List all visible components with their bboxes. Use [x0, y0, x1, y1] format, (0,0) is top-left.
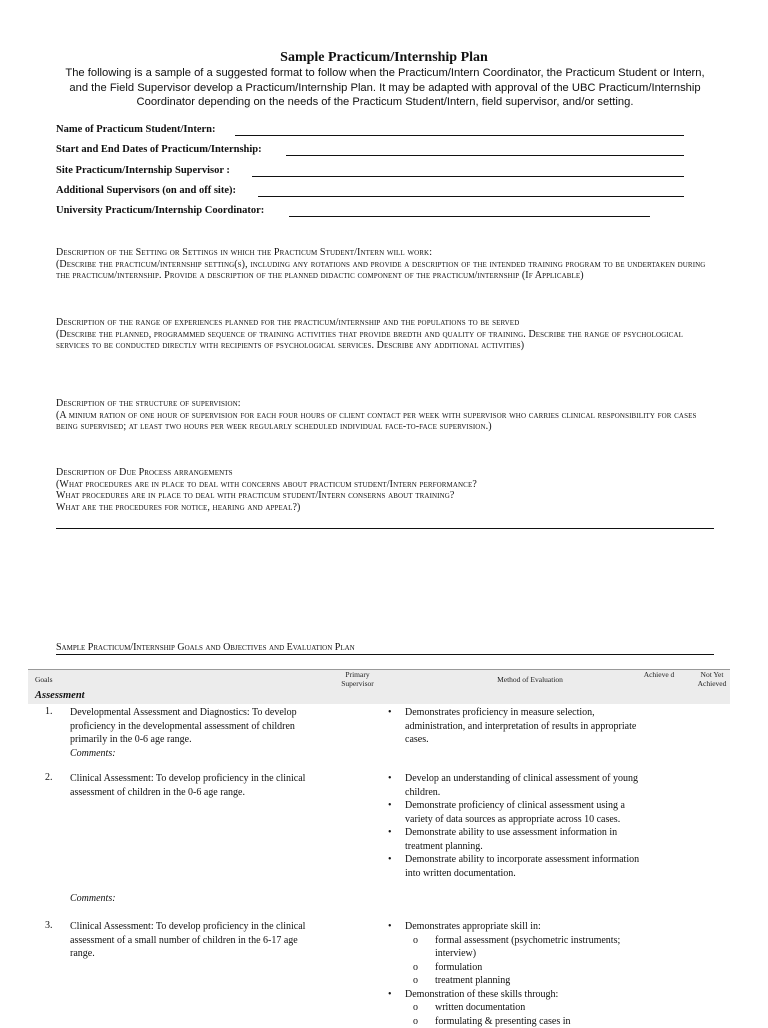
bullet-icon: •: [388, 826, 392, 840]
method-subtext: formulating & presenting cases in: [435, 1016, 571, 1027]
section-divider: [56, 528, 714, 529]
field-line-university-coordinator[interactable]: [289, 216, 650, 217]
bullet-icon: •: [388, 772, 392, 786]
method-list: [405, 706, 640, 747]
method-subtext: written documentation: [435, 1002, 525, 1013]
document-title: Sample Practicum/Internship Plan: [0, 50, 768, 66]
section-supervision: [56, 398, 716, 433]
goals-title-rule: [56, 654, 714, 655]
sub-bullet-icon: o: [413, 1001, 418, 1015]
intro-paragraph: The following is a sample of a suggested format to follow when the Practicum/Intern Coordinator, the Practicum Student or Intern, and the Field Supervisor develop a Practicum/Internship Plan. It may be adapted with approval of the UBC Practicum/Internship Coordinator depending on the needs of the Practicum Student/Intern, field supervisor, and/or setting.: [58, 66, 712, 110]
section-due-process-line: (What procedures are in place to deal with concerns about practicum student/Intern performance?: [56, 479, 716, 491]
method-subitem: [413, 934, 640, 961]
section-due-process: [56, 467, 716, 513]
method-item: [405, 853, 640, 880]
method-item: [405, 772, 640, 799]
goal-comments-label: Comments:: [70, 892, 320, 906]
method-text: Demonstrate ability to incorporate assessment information into written documentation.: [405, 854, 639, 879]
sub-bullet-icon: o: [413, 934, 418, 948]
field-label-dates: Start and End Dates of Practicum/Internship:: [56, 144, 262, 155]
section-experiences-heading: Description of the range of experiences planned for the practicum/internship and the populations to be served: [56, 317, 716, 329]
section-assessment-title: Assessment: [35, 690, 85, 701]
col-header-primary-supervisor: Primary Supervisor: [330, 671, 385, 688]
bullet-icon: •: [388, 853, 392, 867]
section-supervision-body: (A minium ration of one hour of supervision for each four hours of client contact per week with supervisor who carries clinical responsibility for cases being supervised; at least two hours per week regularly scheduled individual face-to-face supervision.): [56, 410, 716, 433]
goal-text: Developmental Assessment and Diagnostics: To develop proficiency in the developmental assessment of children primarily in the 0-6 age range.: [70, 706, 320, 747]
method-subtext: formal assessment (psychometric instruments; interview): [435, 935, 620, 960]
col-header-method: Method of Evaluation: [470, 676, 590, 685]
bullet-icon: •: [388, 988, 392, 1002]
section-setting-body: (Describe the practicum/internship setting(s), including any rotations and provide a description of the intended training program to be undertaken during the practicum/internship. Provide a description of the planned didactic component of the practicum/internship (If Applicable): [56, 259, 716, 282]
field-label-site-supervisor: Site Practicum/Internship Supervisor :: [56, 165, 230, 176]
section-supervision-heading: Description of the structure of supervision:: [56, 398, 716, 410]
method-subtext: treatment planning: [435, 975, 510, 986]
goal-text: Clinical Assessment: To develop proficiency in the clinical assessment of children in the 0-6 age range.: [70, 772, 320, 799]
section-row-bar: [28, 691, 730, 704]
method-subtext: formulation: [435, 962, 482, 973]
goal-number: 2.: [45, 772, 53, 783]
method-item: [405, 826, 640, 853]
col-header-goals: Goals: [35, 676, 53, 685]
sub-bullet-icon: o: [413, 961, 418, 975]
method-subitem: [413, 1015, 640, 1028]
bullet-icon: •: [388, 799, 392, 813]
goal-comments-label: Comments:: [70, 747, 320, 761]
method-item: [405, 706, 640, 747]
field-label-additional-supervisors: Additional Supervisors (on and off site):: [56, 185, 236, 196]
goal-cell: [70, 772, 320, 799]
section-setting: [56, 247, 716, 282]
method-subitem: [413, 1001, 640, 1015]
field-line-site-supervisor[interactable]: [252, 176, 684, 177]
method-item: [405, 920, 640, 934]
sub-bullet-icon: o: [413, 974, 418, 988]
goal-cell: [70, 706, 320, 760]
bullet-icon: •: [388, 920, 392, 934]
field-line-dates[interactable]: [286, 155, 684, 156]
method-text: Demonstrates proficiency in measure selection, administration, and interpretation of results in appropriate cases.: [405, 707, 636, 745]
method-text: Demonstration of these skills through:: [405, 989, 558, 1000]
field-line-additional-supervisors[interactable]: [258, 196, 684, 197]
field-label-student-name: Name of Practicum Student/Intern:: [56, 124, 216, 135]
goal-text: Clinical Assessment: To develop proficiency in the clinical assessment of a small number of children in the 6-17 age range.: [70, 920, 320, 961]
sub-bullet-icon: o: [413, 1015, 418, 1028]
method-item: [405, 799, 640, 826]
field-label-university-coordinator: University Practicum/Internship Coordinator:: [56, 205, 264, 216]
method-text: Demonstrates appropriate skill in:: [405, 921, 541, 932]
method-item: [405, 988, 640, 1002]
section-due-process-heading: Description of Due Process arrangements: [56, 467, 716, 479]
goal-number: 1.: [45, 706, 53, 717]
method-subitem: [413, 961, 640, 975]
method-list: [405, 772, 640, 880]
section-setting-heading: Description of the Setting or Settings in which the Practicum Student/Intern will work:: [56, 247, 716, 259]
section-due-process-line: What are the procedures for notice, hearing and appeal?): [56, 502, 716, 514]
method-text: Develop an understanding of clinical assessment of young children.: [405, 773, 638, 798]
col-header-achieved: Achieve d: [643, 671, 675, 680]
bullet-icon: •: [388, 706, 392, 720]
method-text: Demonstrate ability to use assessment information in treatment planning.: [405, 827, 617, 852]
section-experiences-body: (Describe the planned, programmed sequence of training activities that provide bredth and quality of training. Describe the range of psychological services to be conducted directly with recipients of psychological services. Describe any additional activities): [56, 329, 716, 352]
method-subitem: [413, 974, 640, 988]
goal-number: 3.: [45, 920, 53, 931]
goals-table-title: Sample Practicum/Internship Goals and Objectives and Evaluation Plan: [56, 642, 355, 653]
goal-cell: [70, 920, 320, 961]
section-due-process-line: What procedures are in place to deal with practicum student/Intern conserns about training?: [56, 490, 716, 502]
col-header-not-yet-achieved: Not Yet Achieved: [692, 671, 732, 688]
method-text: Demonstrate proficiency of clinical assessment using a variety of data sources as appropriate across 10 cases.: [405, 800, 625, 825]
section-experiences: [56, 317, 716, 352]
field-line-student-name[interactable]: [235, 135, 684, 136]
method-list: [405, 920, 640, 1028]
